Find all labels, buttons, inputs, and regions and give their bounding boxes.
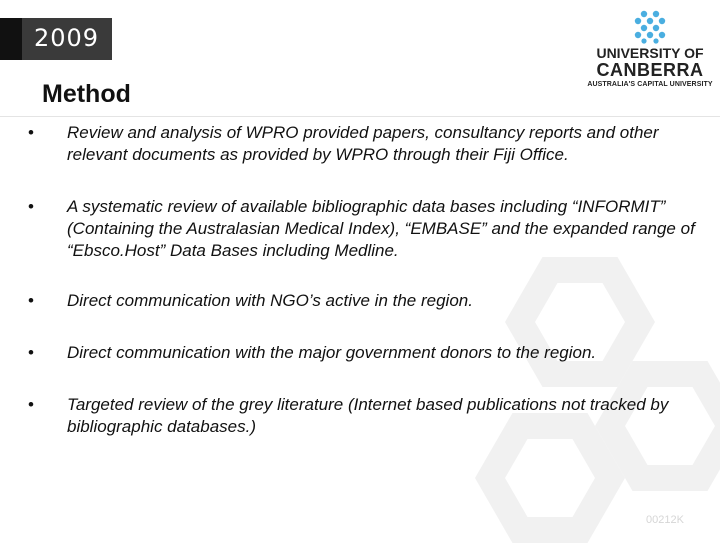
year-banner [0, 18, 112, 60]
bullet-text: Direct communication with the major government donors to the region. [67, 343, 597, 362]
bullet-item [24, 290, 700, 312]
bullet-text: Review and analysis of WPRO provided papers, consultancy reports and other relevant documents as provided by WPRO through their Fiji Office. [67, 123, 659, 164]
bullet-item [24, 394, 700, 438]
bullet-text: A systematic review of available bibliographic data bases including “INFORMIT” (Containing the Australasian Medical Index), “EMBASE” and the expanded range of “Ebsco.Host” Data Bases including Medline. [67, 197, 695, 260]
footer-code: 00212K [646, 514, 684, 526]
bullet-dot: • [28, 291, 34, 310]
bullet-dot: • [28, 343, 34, 362]
bullet-item [24, 196, 700, 262]
bullet-dot: • [28, 395, 34, 414]
logo-tagline: AUSTRALIA'S CAPITAL UNIVERSITY [587, 81, 713, 88]
logo-line-1: UNIVERSITY OF [596, 45, 704, 61]
bullet-item [24, 122, 700, 166]
bullet-text: Direct communication with NGO’s active in the region. [67, 291, 473, 310]
bullet-item [24, 342, 700, 364]
title-divider [0, 116, 720, 117]
logo-hex-icon [631, 10, 669, 44]
bullet-dot: • [28, 123, 34, 142]
bullet-list [24, 122, 700, 438]
university-logo [586, 10, 714, 96]
bullet-text: Targeted review of the grey literature (Internet based publications not tracked by bibliographic databases.) [67, 395, 669, 436]
year-label: 2009 [34, 24, 100, 52]
year-banner-tab [0, 18, 22, 60]
bullet-dot: • [28, 197, 34, 216]
logo-line-2: CANBERRA [596, 60, 704, 80]
slide-title: Method [42, 80, 131, 108]
